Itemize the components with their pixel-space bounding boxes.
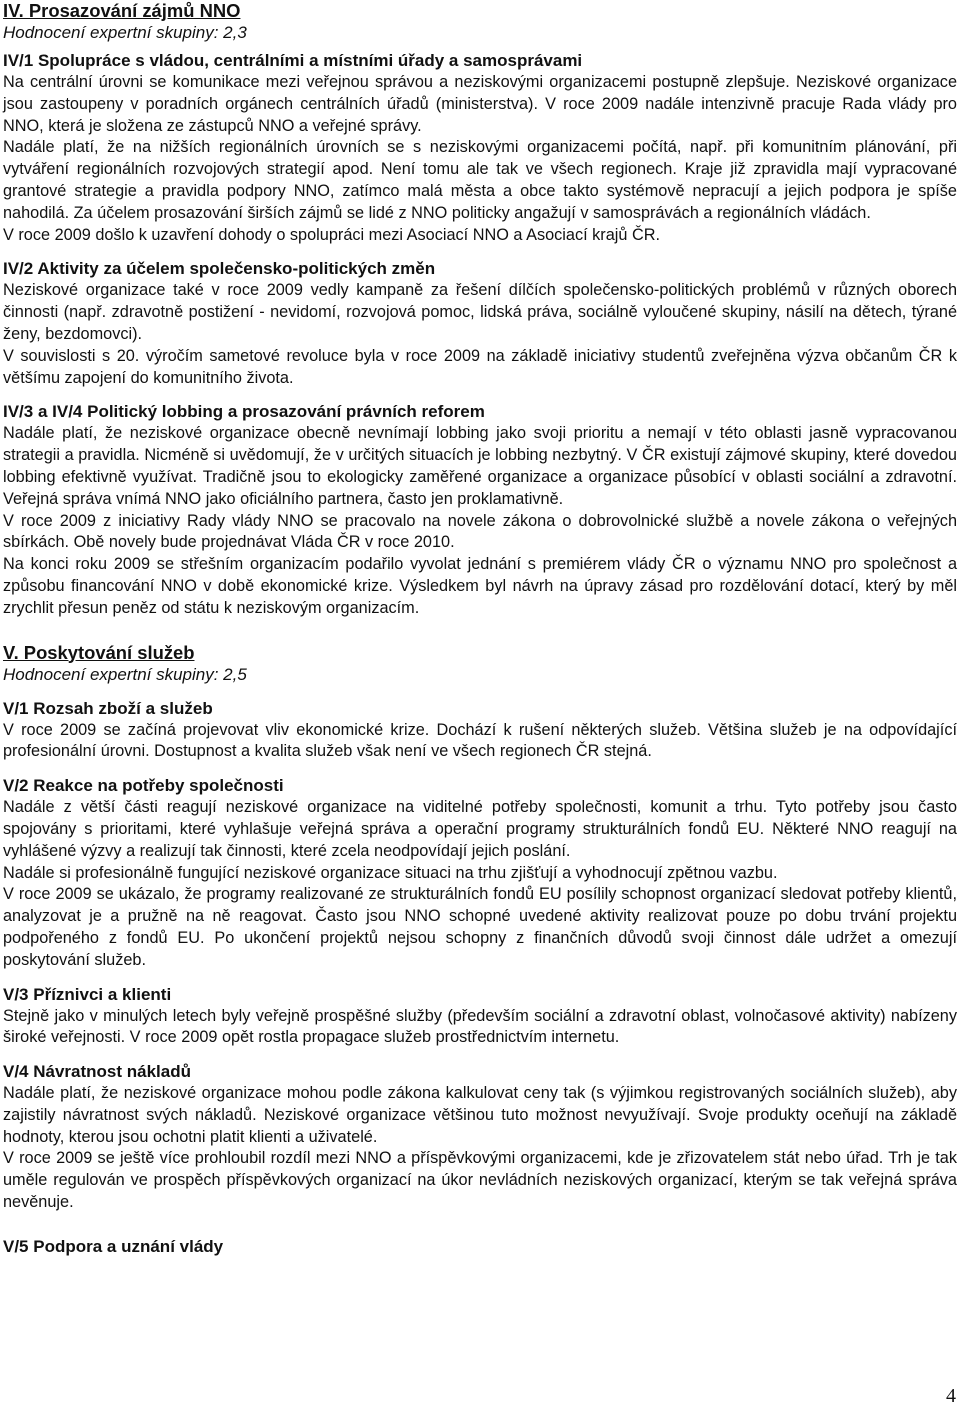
subsection-v-5-heading: V/5 Podpora a uznání vlády <box>3 1236 224 1256</box>
paragraph: Nadále si profesionálně fungující neziskové organizace situaci na trhu zjišťují a vyhodnocují zpětnou vazbu. <box>3 863 778 882</box>
paragraph: Nadále platí, že na nižších regionálních úrovních se s neziskovými organizacemi počítá, např. při komunitním plánování, při vytváření regionálních rozvojových strategií apod. Není tomu ale tak ve všech regionech. Kraje již zpravidla mají vypracované grantové strategie a pravidla podpory NNO, zatímco malá města a obce takto systémově nepracují a jejich podpora je spíše nahodilá. Za účelem prosazování širších zájmů se lidé z NNO politicky angažují v samosprávách a regionálních vládách. <box>3 138 957 222</box>
paragraph: V souvislosti s 20. výročím sametové revoluce byla v roce 2009 na základě iniciativy studentů zveřejněna výzva občanům ČR k většímu zapojení do komunitního života. <box>3 346 957 387</box>
subsection-v-3-heading: V/3 Příznivci a klienti <box>3 984 172 1004</box>
paragraph: V roce 2009 se začíná projevovat vliv ekonomické krize. Dochází k rušení některých služeb. Většina služeb je na odpovídající profesionální úrovni. Dostupnost a kvalita služeb však není ve všech regionech ČR stejná. <box>3 720 957 761</box>
paragraph: Neziskové organizace také v roce 2009 vedly kampaně za řešení dílčích společensko-politických problémů v různých oborech činnosti (např. zdravotně postižení - nevidomí, rozvojová pomoc, lidská práva, sociálně vyloučené skupiny, násilí na dětech, týrané ženy, bezdomovci). <box>3 281 957 343</box>
subsection-v-1-heading: V/1 Rozsah zboží a služeb <box>3 698 213 718</box>
paragraph: Nadále z větší části reagují neziskové organizace na viditelné potřeby společnosti, komunit a trhu. Tyto potřeby jsou často spojovány s prioritami, které vyhlašuje veřejná správa a operační programy strukturálních fondů EU. Některé NNO reagují na vyhlášené výzvy a realizují tak činnosti, které zcela neodpovídají jejich poslání. <box>3 798 957 860</box>
paragraph: V roce 2009 se ještě více prohloubil rozdíl mezi NNO a příspěvkovými organizacemi, kde je zřizovatelem stát nebo úřad. Trh je tak uměle regulován ve prospěch příspěvkových organizací na úkor nevládních neziskových organizací, kterým se tak veřejná správa nevěnuje. <box>3 1149 957 1212</box>
subsection-v-2-heading: V/2 Reakce na potřeby společnosti <box>3 776 284 796</box>
page-number: 4 <box>946 1385 956 1407</box>
paragraph: V roce 2009 se ukázalo, že programy realizované ze strukturálních fondů EU posílily schopnost organizací sledovat potřeby klientů, analyzovat je a pružně na ně reagovat. Často jsou NNO schopné uvedené aktivity realizovat pouze po dobu trvání projektu podpořeného z fondů EU. Po ukončení projektů nejsou schopny z finančních důvodů svoji činnost dále udržet a omezují poskytování služeb. <box>3 885 957 969</box>
subsection-iv-1-heading: IV/1 Spolupráce s vládou, centrálními a místními úřady a samosprávami <box>3 51 583 70</box>
paragraph: Stejně jako v minulých letech byly veřejně prospěšné služby (především sociální a zdravotní oblast, volnočasové aktivity) nabízeny široké veřejnosti. V roce 2009 opět rostla propagace služeb prostřednictvím internetu. <box>3 1006 957 1047</box>
section-5-rating: Hodnocení expertní skupiny: 2,5 <box>3 664 247 684</box>
subsection-iv-2-heading: IV/2 Aktivity za účelem společensko-politických změn <box>3 259 436 279</box>
section-5-title: V. Poskytování služeb <box>3 641 195 663</box>
paragraph: Na konci roku 2009 se střešním organizacím podařilo vyvolat jednání s premiérem vlády ČR o významu NNO pro společnost a způsobu financování NNO v době ekonomické krize. Výsledkem byl návrh na úpravy zásad pro rozdělování dotací, který by měl zrychlit přesun peněz od státu k neziskovým organizacím. <box>3 555 957 617</box>
paragraph: V roce 2009 z iniciativy Rady vlády NNO se pracovalo na novele zákona o dobrovolnické službě a novele zákona o veřejných sbírkách. Obě novely bude projednávat Vláda ČR v roce 2010. <box>3 511 957 552</box>
page-content <box>3 0 957 1258</box>
paragraph: V roce 2009 došlo k uzavření dohody o spolupráci mezi Asociací NNO a Asociací krajů ČR. <box>3 225 660 244</box>
paragraph: Nadále platí, že neziskové organizace obecně nevnímají lobbing jako svoji prioritu a nemají v této oblasti jasně vypracovanou strategii a pravidla. Nicméně si uvědomují, že v určitých situacích je lobbing nezbytný. V ČR existují zájmové skupiny, které dovedou lobbing efektivně využívat. Tradičně jsou to ekologicky zaměřené organizace a organizace působící v oblasti sociální a zdravotní. Veřejná správa vnímá NNO jako oficiálního partnera, často jen proklamativně. <box>3 424 957 508</box>
section-4-title: IV. Prosazování zájmů NNO <box>3 0 241 21</box>
subsection-iv-3-heading: IV/3 a IV/4 Politický lobbing a prosazování právních reforem <box>3 402 485 422</box>
paragraph: Na centrální úrovni se komunikace mezi veřejnou správou a neziskovými organizacemi postupně zlepšuje. Neziskové organizace jsou zastoupeny v poradních orgánech centrálních úřadů (ministerstva). V roce 2009 nadále intenzivně pracuje Rada vlády pro NNO, která je složena ze zástupců NNO a veřejné správy. <box>3 73 957 135</box>
subsection-v-4-heading: V/4 Návratnost nákladů <box>3 1062 192 1082</box>
paragraph: Nadále platí, že neziskové organizace mohou podle zákona kalkulovat ceny tak (s výjimkou registrovaných sociálních služeb), aby zajistily návratnost svých nákladů. Neziskové organizace většinou tuto možnost nevyužívají. Svoje produkty oceňují na základě hodnoty, kterou jsou ochotni platit klienti a uživatelé. <box>3 1084 957 1146</box>
section-4-rating: Hodnocení expertní skupiny: 2,3 <box>3 23 247 42</box>
